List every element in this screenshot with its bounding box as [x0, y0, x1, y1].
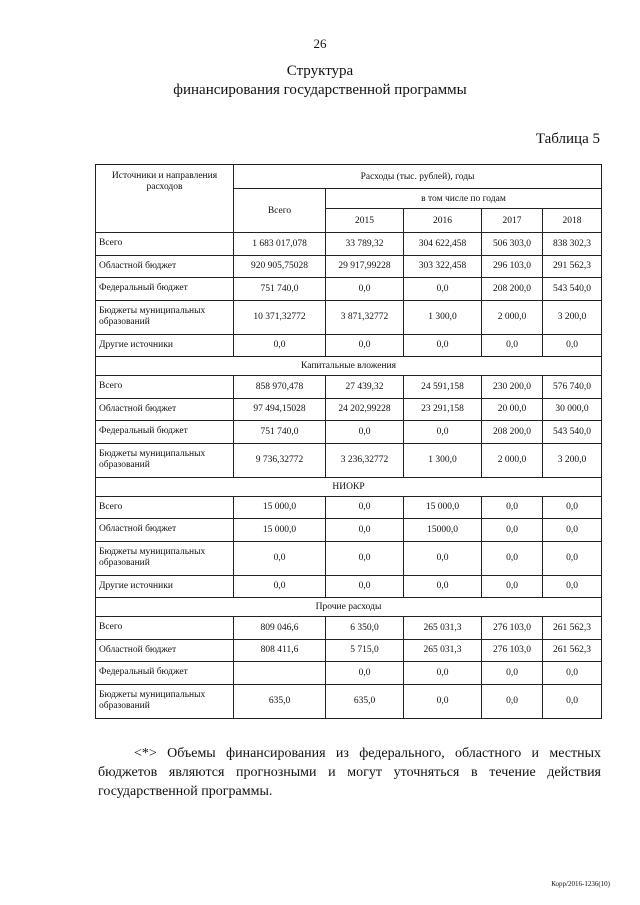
cell-year-2016: 0,0: [404, 575, 482, 598]
cell-year-2015: 0,0: [326, 519, 404, 542]
cell-year-2015: 0,0: [326, 334, 404, 357]
cell-total: 858 970,478: [234, 376, 326, 399]
row-label: Бюджеты муниципальных образований: [96, 300, 234, 334]
row-label: Бюджеты муниципальных образований: [96, 541, 234, 575]
cell-year-2017: 0,0: [482, 684, 543, 718]
header-sources: Источники и направления расходов: [96, 165, 234, 233]
cell-year-2018: 838 302,3: [543, 233, 602, 256]
cell-year-2017: 276 103,0: [482, 617, 543, 640]
cell-year-2017: 0,0: [482, 541, 543, 575]
table-label: Таблица 5: [535, 131, 600, 147]
row-label: Федеральный бюджет: [96, 662, 234, 685]
cell-year-2018: 0,0: [543, 684, 602, 718]
financing-table: [95, 164, 602, 719]
section-title: НИОКР: [96, 477, 602, 496]
row-label: Федеральный бюджет: [96, 278, 234, 301]
cell-year-2016: 15 000,0: [404, 496, 482, 519]
section-title: Прочие расходы: [96, 598, 602, 617]
table-row: [96, 496, 602, 519]
row-label: Другие источники: [96, 575, 234, 598]
header-year-2017: 2017: [482, 209, 543, 233]
document-title: [0, 62, 640, 100]
cell-year-2017: 230 200,0: [482, 376, 543, 399]
cell-year-2015: 27 439,32: [326, 376, 404, 399]
row-label: Областной бюджет: [96, 639, 234, 662]
cell-year-2015: 635,0: [326, 684, 404, 718]
cell-year-2015: 0,0: [326, 541, 404, 575]
table-row: [96, 421, 602, 444]
cell-year-2015: 3 871,32772: [326, 300, 404, 334]
cell-total: 0,0: [234, 541, 326, 575]
table-row: [96, 443, 602, 477]
cell-total: 0,0: [234, 334, 326, 357]
table-row: [96, 233, 602, 256]
row-label: Областной бюджет: [96, 519, 234, 542]
cell-total: 751 740,0: [234, 421, 326, 444]
cell-total: 751 740,0: [234, 278, 326, 301]
cell-total: 635,0: [234, 684, 326, 718]
cell-year-2018: 261 562,3: [543, 639, 602, 662]
cell-year-2016: 304 622,458: [404, 233, 482, 256]
cell-year-2017: 0,0: [482, 519, 543, 542]
cell-year-2015: 0,0: [326, 278, 404, 301]
cell-year-2016: 1 300,0: [404, 443, 482, 477]
title-line-2: финансирования государственной программы: [173, 82, 467, 98]
cell-year-2016: 24 591,158: [404, 376, 482, 399]
table-row: [96, 617, 602, 640]
cell-total: 15 000,0: [234, 519, 326, 542]
cell-year-2018: 0,0: [543, 496, 602, 519]
footnote: <*> Объемы финансирования из федерального, областного и местных бюджетов являются прогнозными и могут уточняться в течение действия государственной программы.: [98, 746, 601, 799]
cell-total: 97 494,15028: [234, 398, 326, 421]
row-label: Федеральный бюджет: [96, 421, 234, 444]
table-row: [96, 398, 602, 421]
cell-year-2017: 506 303,0: [482, 233, 543, 256]
row-label: Всего: [96, 376, 234, 399]
header-year-2016: 2016: [404, 209, 482, 233]
cell-year-2017: 2 000,0: [482, 443, 543, 477]
row-label: Всего: [96, 233, 234, 256]
row-label: Областной бюджет: [96, 255, 234, 278]
cell-year-2018: 0,0: [543, 334, 602, 357]
cell-year-2016: 15000,0: [404, 519, 482, 542]
document-code: Корр/2016-1236(10): [551, 880, 610, 888]
cell-year-2017: 208 200,0: [482, 278, 543, 301]
cell-year-2015: 0,0: [326, 421, 404, 444]
cell-year-2018: 0,0: [543, 519, 602, 542]
table-row: [96, 575, 602, 598]
cell-year-2017: 0,0: [482, 496, 543, 519]
table-row: [96, 519, 602, 542]
cell-year-2016: 303 322,458: [404, 255, 482, 278]
cell-year-2015: 6 350,0: [326, 617, 404, 640]
cell-year-2016: 265 031,3: [404, 639, 482, 662]
cell-year-2016: 0,0: [404, 421, 482, 444]
cell-year-2018: 0,0: [543, 575, 602, 598]
cell-year-2016: 0,0: [404, 684, 482, 718]
cell-total: 1 683 017,078: [234, 233, 326, 256]
cell-year-2017: 0,0: [482, 334, 543, 357]
header-year-2018: 2018: [543, 209, 602, 233]
cell-year-2018: 543 540,0: [543, 421, 602, 444]
row-label: Другие источники: [96, 334, 234, 357]
row-label: Всего: [96, 617, 234, 640]
cell-year-2017: 2 000,0: [482, 300, 543, 334]
header-total: Всего: [234, 189, 326, 233]
cell-year-2015: 0,0: [326, 575, 404, 598]
cell-year-2018: 576 740,0: [543, 376, 602, 399]
table-row: [96, 684, 602, 718]
cell-year-2017: 0,0: [482, 575, 543, 598]
cell-year-2017: 296 103,0: [482, 255, 543, 278]
cell-year-2017: 0,0: [482, 662, 543, 685]
section-row: [96, 357, 602, 376]
row-label: Бюджеты муниципальных образований: [96, 443, 234, 477]
header-by-years: в том числе по годам: [326, 189, 602, 209]
table-row: [96, 300, 602, 334]
cell-year-2016: 265 031,3: [404, 617, 482, 640]
table-row: [96, 376, 602, 399]
cell-year-2015: 24 202,99228: [326, 398, 404, 421]
cell-total: 808 411,6: [234, 639, 326, 662]
cell-year-2015: 5 715,0: [326, 639, 404, 662]
section-title: Капитальные вложения: [96, 357, 602, 376]
cell-year-2016: 0,0: [404, 541, 482, 575]
header-expenses: Расходы (тыс. рублей), годы: [234, 165, 602, 189]
cell-year-2016: 1 300,0: [404, 300, 482, 334]
cell-year-2018: 3 200,0: [543, 443, 602, 477]
cell-year-2017: 208 200,0: [482, 421, 543, 444]
header-year-2015: 2015: [326, 209, 404, 233]
section-row: [96, 477, 602, 496]
cell-year-2016: 0,0: [404, 334, 482, 357]
cell-year-2015: 3 236,32772: [326, 443, 404, 477]
cell-year-2015: 29 917,99228: [326, 255, 404, 278]
table-row: [96, 334, 602, 357]
table-row: [96, 639, 602, 662]
page-number: 26: [313, 36, 327, 51]
table-row: [96, 541, 602, 575]
table-row: [96, 255, 602, 278]
cell-year-2018: 0,0: [543, 662, 602, 685]
cell-total: 15 000,0: [234, 496, 326, 519]
table-row: [96, 662, 602, 685]
cell-year-2015: 0,0: [326, 496, 404, 519]
cell-year-2017: 20 00,0: [482, 398, 543, 421]
cell-total: 809 046,6: [234, 617, 326, 640]
cell-year-2016: 23 291,158: [404, 398, 482, 421]
cell-total: 920 905,75028: [234, 255, 326, 278]
cell-year-2015: 0,0: [326, 662, 404, 685]
table-row: [96, 278, 602, 301]
cell-year-2016: 0,0: [404, 278, 482, 301]
cell-year-2018: 30 000,0: [543, 398, 602, 421]
row-label: Всего: [96, 496, 234, 519]
cell-year-2018: 543 540,0: [543, 278, 602, 301]
cell-total: 9 736,32772: [234, 443, 326, 477]
cell-total: 0,0: [234, 575, 326, 598]
cell-year-2018: 261 562,3: [543, 617, 602, 640]
section-row: [96, 598, 602, 617]
cell-year-2015: 33 789,32: [326, 233, 404, 256]
cell-total: 10 371,32772: [234, 300, 326, 334]
cell-total: [234, 662, 326, 685]
cell-year-2016: 0,0: [404, 662, 482, 685]
cell-year-2018: 0,0: [543, 541, 602, 575]
cell-year-2017: 276 103,0: [482, 639, 543, 662]
cell-year-2018: 3 200,0: [543, 300, 602, 334]
title-line-1: Структура: [286, 63, 354, 79]
row-label: Областной бюджет: [96, 398, 234, 421]
cell-year-2018: 291 562,3: [543, 255, 602, 278]
row-label: Бюджеты муниципальных образований: [96, 684, 234, 718]
